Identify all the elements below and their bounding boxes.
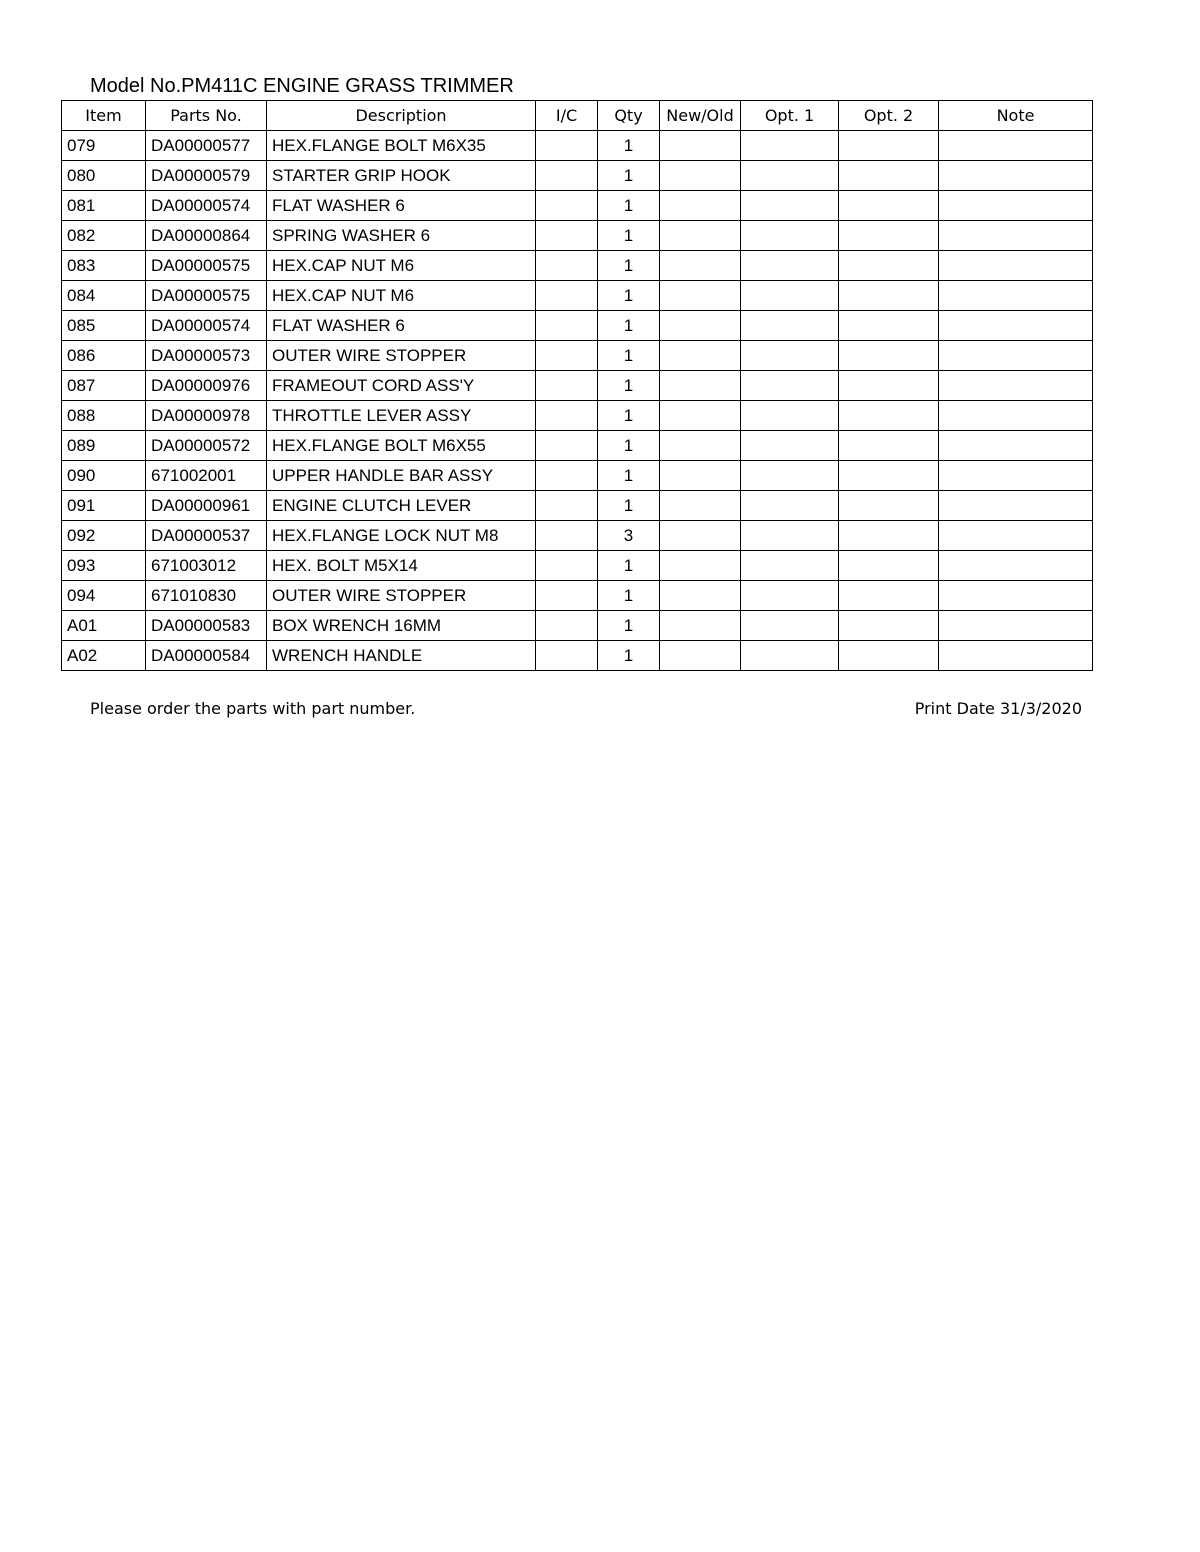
cell-new-old	[660, 341, 741, 371]
document-title: Model No.PM411C ENGINE GRASS TRIMMER	[90, 75, 514, 97]
cell-note	[939, 371, 1093, 401]
cell-ic	[536, 371, 598, 401]
table-row	[62, 461, 1093, 491]
cell-description: WRENCH HANDLE	[267, 641, 536, 671]
cell-description: OUTER WIRE STOPPER	[267, 581, 536, 611]
cell-note	[939, 491, 1093, 521]
cell-note	[939, 611, 1093, 641]
cell-note	[939, 221, 1093, 251]
cell-item: 093	[62, 551, 146, 581]
cell-parts-no: DA00000537	[146, 521, 267, 551]
cell-qty: 1	[598, 551, 660, 581]
cell-description: HEX. BOLT M5X14	[267, 551, 536, 581]
cell-opt2	[839, 581, 939, 611]
table-row	[62, 611, 1093, 641]
cell-item: 079	[62, 131, 146, 161]
cell-new-old	[660, 401, 741, 431]
cell-parts-no: DA00000961	[146, 491, 267, 521]
cell-parts-no: DA00000583	[146, 611, 267, 641]
header-opt2: Opt. 2	[839, 101, 939, 131]
cell-description: THROTTLE LEVER ASSY	[267, 401, 536, 431]
cell-item: 090	[62, 461, 146, 491]
cell-opt2	[839, 221, 939, 251]
cell-new-old	[660, 251, 741, 281]
cell-note	[939, 551, 1093, 581]
header-parts-no: Parts No.	[146, 101, 267, 131]
cell-opt1	[741, 491, 839, 521]
cell-qty: 1	[598, 191, 660, 221]
cell-opt2	[839, 191, 939, 221]
cell-parts-no: DA00000864	[146, 221, 267, 251]
cell-new-old	[660, 611, 741, 641]
cell-opt1	[741, 371, 839, 401]
table-row	[62, 641, 1093, 671]
cell-item: 089	[62, 431, 146, 461]
cell-note	[939, 641, 1093, 671]
cell-new-old	[660, 551, 741, 581]
cell-parts-no: DA00000574	[146, 311, 267, 341]
table-row	[62, 581, 1093, 611]
cell-description: BOX WRENCH 16MM	[267, 611, 536, 641]
cell-ic	[536, 401, 598, 431]
cell-parts-no: DA00000574	[146, 191, 267, 221]
cell-item: 081	[62, 191, 146, 221]
header-ic: I/C	[536, 101, 598, 131]
parts-table-body	[62, 131, 1093, 671]
cell-description: SPRING WASHER 6	[267, 221, 536, 251]
header-note: Note	[939, 101, 1093, 131]
cell-opt2	[839, 161, 939, 191]
cell-qty: 1	[598, 311, 660, 341]
cell-opt1	[741, 131, 839, 161]
cell-qty: 1	[598, 581, 660, 611]
cell-ic	[536, 311, 598, 341]
cell-note	[939, 191, 1093, 221]
cell-opt1	[741, 611, 839, 641]
cell-opt1	[741, 311, 839, 341]
cell-description: FRAMEOUT CORD ASS'Y	[267, 371, 536, 401]
cell-opt2	[839, 641, 939, 671]
cell-item: A01	[62, 611, 146, 641]
cell-new-old	[660, 191, 741, 221]
parts-table	[61, 100, 1093, 671]
table-row	[62, 371, 1093, 401]
cell-ic	[536, 551, 598, 581]
cell-note	[939, 341, 1093, 371]
cell-note	[939, 311, 1093, 341]
cell-note	[939, 161, 1093, 191]
cell-qty: 3	[598, 521, 660, 551]
cell-opt1	[741, 281, 839, 311]
table-row	[62, 491, 1093, 521]
cell-opt1	[741, 551, 839, 581]
cell-note	[939, 281, 1093, 311]
cell-new-old	[660, 371, 741, 401]
cell-opt1	[741, 461, 839, 491]
cell-opt2	[839, 281, 939, 311]
header-qty: Qty	[598, 101, 660, 131]
cell-qty: 1	[598, 221, 660, 251]
cell-opt1	[741, 431, 839, 461]
cell-description: FLAT WASHER 6	[267, 191, 536, 221]
cell-item: 088	[62, 401, 146, 431]
cell-item: 080	[62, 161, 146, 191]
cell-opt2	[839, 611, 939, 641]
cell-parts-no: DA00000577	[146, 131, 267, 161]
cell-new-old	[660, 521, 741, 551]
cell-item: 094	[62, 581, 146, 611]
cell-opt1	[741, 251, 839, 281]
cell-parts-no: DA00000572	[146, 431, 267, 461]
table-header-row	[62, 101, 1093, 131]
cell-note	[939, 581, 1093, 611]
cell-qty: 1	[598, 371, 660, 401]
cell-opt2	[839, 461, 939, 491]
cell-qty: 1	[598, 341, 660, 371]
cell-item: 084	[62, 281, 146, 311]
cell-new-old	[660, 281, 741, 311]
cell-ic	[536, 581, 598, 611]
cell-note	[939, 251, 1093, 281]
cell-qty: 1	[598, 491, 660, 521]
cell-opt2	[839, 371, 939, 401]
cell-description: HEX.FLANGE BOLT M6X55	[267, 431, 536, 461]
cell-note	[939, 401, 1093, 431]
cell-ic	[536, 521, 598, 551]
cell-opt2	[839, 551, 939, 581]
cell-qty: 1	[598, 611, 660, 641]
cell-item: 091	[62, 491, 146, 521]
cell-ic	[536, 461, 598, 491]
cell-qty: 1	[598, 641, 660, 671]
cell-item: 092	[62, 521, 146, 551]
header-item: Item	[62, 101, 146, 131]
cell-opt1	[741, 581, 839, 611]
print-date: Print Date 31/3/2020	[914, 699, 1082, 718]
cell-qty: 1	[598, 161, 660, 191]
cell-new-old	[660, 161, 741, 191]
cell-opt1	[741, 221, 839, 251]
cell-qty: 1	[598, 401, 660, 431]
cell-item: 086	[62, 341, 146, 371]
cell-parts-no: 671003012	[146, 551, 267, 581]
cell-description: HEX.FLANGE BOLT M6X35	[267, 131, 536, 161]
table-row	[62, 221, 1093, 251]
order-note: Please order the parts with part number.	[90, 699, 416, 718]
cell-description: ENGINE CLUTCH LEVER	[267, 491, 536, 521]
cell-parts-no: 671010830	[146, 581, 267, 611]
table-row	[62, 311, 1093, 341]
cell-parts-no: DA00000584	[146, 641, 267, 671]
cell-new-old	[660, 641, 741, 671]
cell-note	[939, 131, 1093, 161]
cell-new-old	[660, 221, 741, 251]
cell-parts-no: DA00000573	[146, 341, 267, 371]
table-row	[62, 341, 1093, 371]
cell-opt2	[839, 401, 939, 431]
cell-ic	[536, 341, 598, 371]
cell-qty: 1	[598, 461, 660, 491]
cell-ic	[536, 491, 598, 521]
cell-item: 085	[62, 311, 146, 341]
cell-ic	[536, 221, 598, 251]
table-row	[62, 131, 1093, 161]
header-new-old: New/Old	[660, 101, 741, 131]
table-row	[62, 551, 1093, 581]
cell-description: UPPER HANDLE BAR ASSY	[267, 461, 536, 491]
cell-note	[939, 521, 1093, 551]
cell-ic	[536, 191, 598, 221]
cell-opt2	[839, 431, 939, 461]
cell-opt1	[741, 161, 839, 191]
header-description: Description	[267, 101, 536, 131]
cell-ic	[536, 641, 598, 671]
cell-ic	[536, 161, 598, 191]
cell-new-old	[660, 311, 741, 341]
cell-opt2	[839, 521, 939, 551]
table-row	[62, 401, 1093, 431]
cell-note	[939, 461, 1093, 491]
cell-qty: 1	[598, 431, 660, 461]
table-row	[62, 521, 1093, 551]
cell-parts-no: DA00000978	[146, 401, 267, 431]
cell-qty: 1	[598, 131, 660, 161]
cell-note	[939, 431, 1093, 461]
table-row	[62, 251, 1093, 281]
cell-ic	[536, 281, 598, 311]
cell-item: 083	[62, 251, 146, 281]
table-row	[62, 431, 1093, 461]
cell-opt2	[839, 251, 939, 281]
cell-ic	[536, 251, 598, 281]
cell-description: HEX.CAP NUT M6	[267, 281, 536, 311]
cell-opt2	[839, 491, 939, 521]
cell-parts-no: DA00000575	[146, 251, 267, 281]
cell-description: HEX.CAP NUT M6	[267, 251, 536, 281]
cell-parts-no: DA00000579	[146, 161, 267, 191]
cell-opt2	[839, 311, 939, 341]
cell-new-old	[660, 131, 741, 161]
cell-item: A02	[62, 641, 146, 671]
cell-opt1	[741, 341, 839, 371]
cell-qty: 1	[598, 251, 660, 281]
cell-new-old	[660, 431, 741, 461]
cell-item: 082	[62, 221, 146, 251]
cell-ic	[536, 131, 598, 161]
cell-ic	[536, 611, 598, 641]
cell-opt1	[741, 641, 839, 671]
header-opt1: Opt. 1	[741, 101, 839, 131]
table-row	[62, 191, 1093, 221]
cell-description: HEX.FLANGE LOCK NUT M8	[267, 521, 536, 551]
table-row	[62, 281, 1093, 311]
cell-opt1	[741, 521, 839, 551]
cell-parts-no: DA00000575	[146, 281, 267, 311]
cell-new-old	[660, 491, 741, 521]
cell-opt1	[741, 401, 839, 431]
cell-ic	[536, 431, 598, 461]
cell-parts-no: 671002001	[146, 461, 267, 491]
cell-opt1	[741, 191, 839, 221]
cell-parts-no: DA00000976	[146, 371, 267, 401]
cell-description: STARTER GRIP HOOK	[267, 161, 536, 191]
table-row	[62, 161, 1093, 191]
cell-new-old	[660, 461, 741, 491]
cell-item: 087	[62, 371, 146, 401]
cell-description: FLAT WASHER 6	[267, 311, 536, 341]
cell-description: OUTER WIRE STOPPER	[267, 341, 536, 371]
cell-qty: 1	[598, 281, 660, 311]
cell-new-old	[660, 581, 741, 611]
cell-opt2	[839, 341, 939, 371]
cell-opt2	[839, 131, 939, 161]
